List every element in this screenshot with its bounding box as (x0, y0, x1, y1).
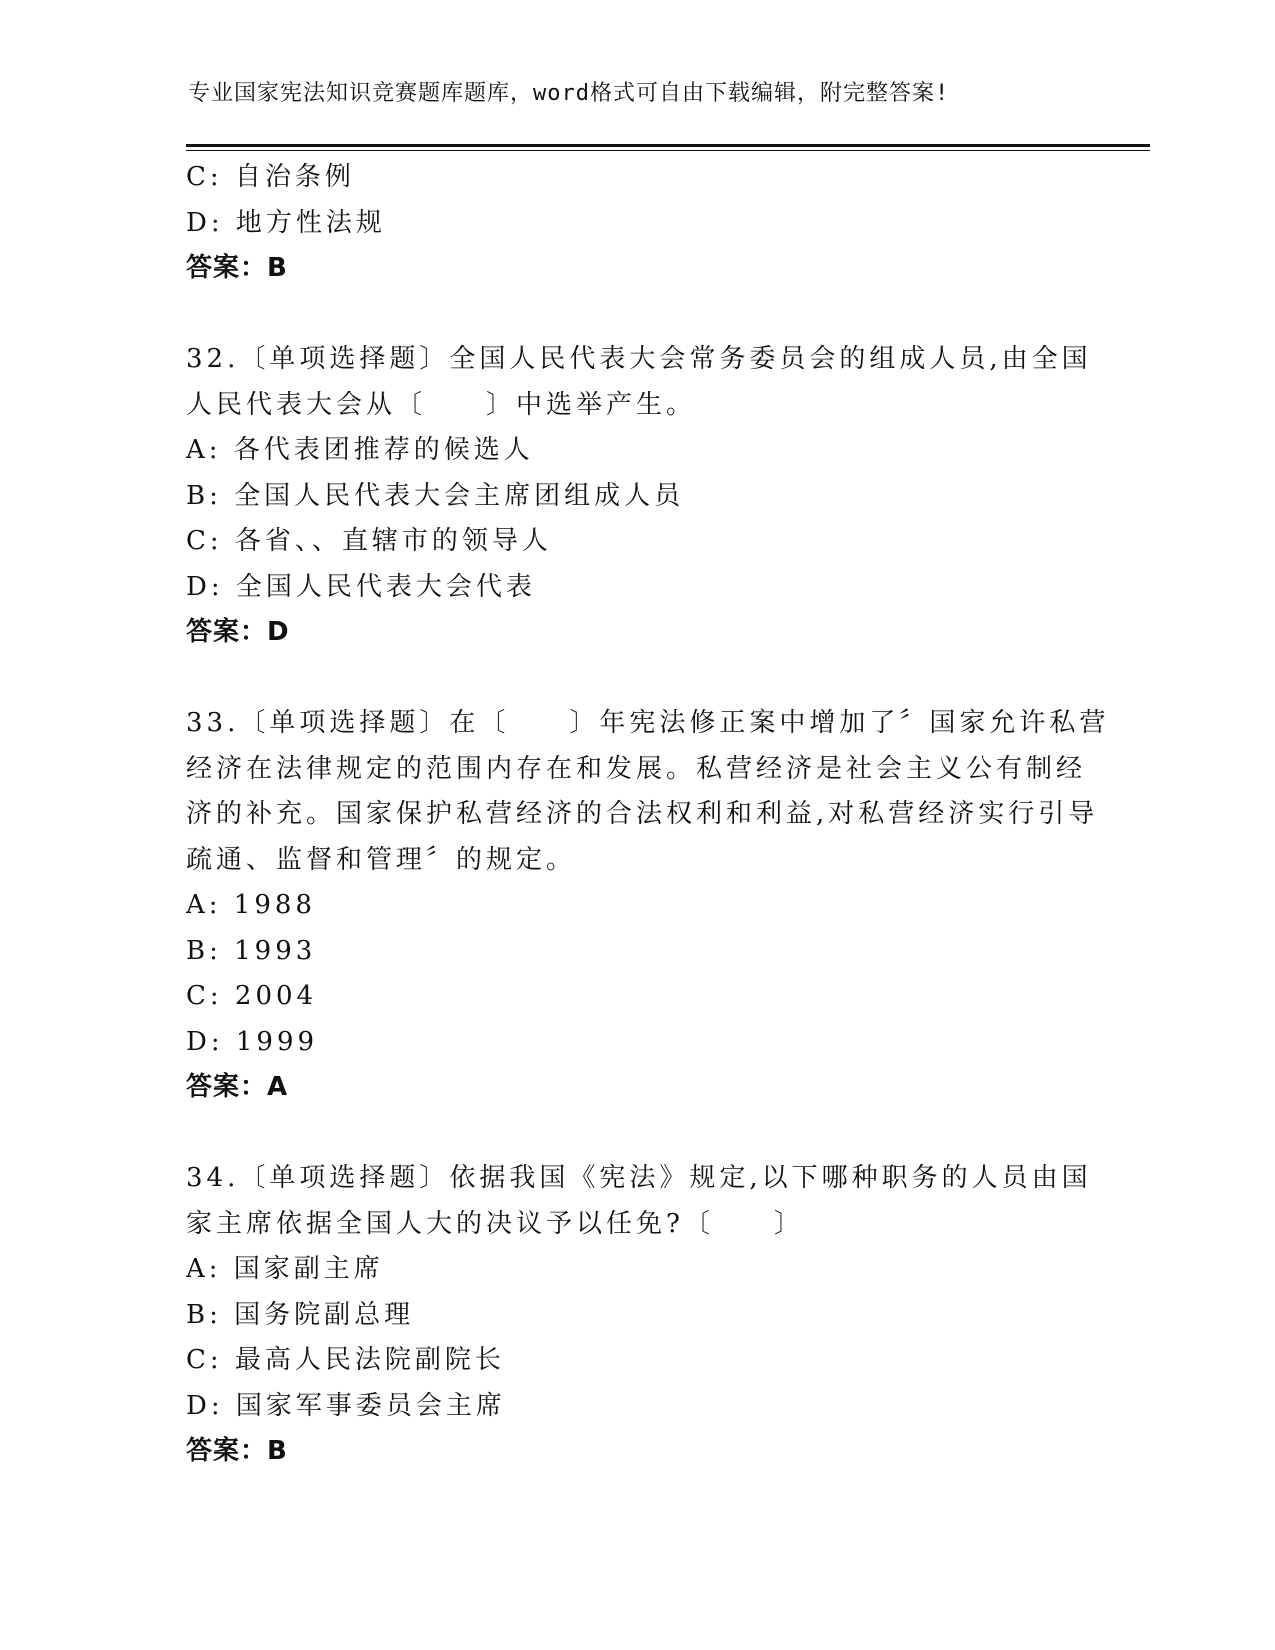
stem-line: 济的补充。国家保护私营经济的合法权利和利益,对私营经济实行引导 (186, 799, 1099, 829)
stem-line: 疏通、监督和管理〞的规定。 (186, 844, 577, 875)
page-header: 专业国家宪法知识竞赛题库题库，word格式可自由下载编辑，附完整答案! (188, 81, 950, 106)
answer-line: 答案：B (186, 253, 288, 283)
option-d: D: 全国人民代表大会代表 (186, 571, 536, 602)
option-c: C: 自治条例 (186, 162, 355, 192)
option-a: A: 1988 (186, 890, 316, 920)
option-b: B: 国务院副总理 (186, 1299, 415, 1330)
option-a: A: 国家副主席 (186, 1254, 384, 1284)
stem-line: 33.〔单项选择题〕在〔 〕年宪法修正案中增加了〞国家允许私营 (186, 708, 1110, 738)
option-c: C: 各省、、直辖市的领导人 (186, 526, 552, 556)
answer-line: 答案：A (186, 1072, 289, 1102)
question-stem (186, 337, 1092, 428)
stem-line: 34.〔单项选择题〕依据我国《宪法》规定,以下哪种职务的人员由国 (186, 1163, 1092, 1193)
question-32 (186, 337, 1092, 656)
answer-line: 答案：D (186, 617, 290, 647)
option-d: D: 1999 (186, 1026, 319, 1057)
option-d: D: 国家军事委员会主席 (186, 1390, 506, 1421)
stem-line: 人民代表大会从〔 〕中选举产生。 (186, 389, 697, 420)
carryover-block (186, 155, 1086, 292)
option-a: A: 各代表团推荐的候选人 (186, 435, 534, 465)
question-33 (186, 701, 1110, 1111)
stem-line: 家主席依据全国人大的决议予以任免?〔 〕 (186, 1208, 804, 1239)
question-34 (186, 1156, 1092, 1475)
answer-line: 答案：B (186, 1436, 288, 1466)
option-c: C: 最高人民法院副院长 (186, 1345, 505, 1375)
question-content (186, 155, 1110, 1475)
spacer (186, 656, 1086, 702)
option-d: D: 地方性法规 (186, 207, 386, 238)
question-stem (186, 1156, 1092, 1247)
stem-line: 经济在法律规定的范围内存在和发展。私营经济是社会主义公有制经 (186, 753, 1087, 784)
question-stem (186, 701, 1110, 883)
stem-line: 32.〔单项选择题〕全国人民代表大会常务委员会的组成人员,由全国 (186, 344, 1092, 374)
option-c: C: 2004 (186, 981, 318, 1011)
spacer (186, 1111, 1086, 1157)
option-b: B: 全国人民代表大会主席团组成人员 (186, 480, 685, 511)
spacer (186, 292, 1086, 338)
option-b: B: 1993 (186, 935, 317, 966)
header-divider (186, 144, 1150, 147)
header-divider-thin (186, 150, 1150, 151)
